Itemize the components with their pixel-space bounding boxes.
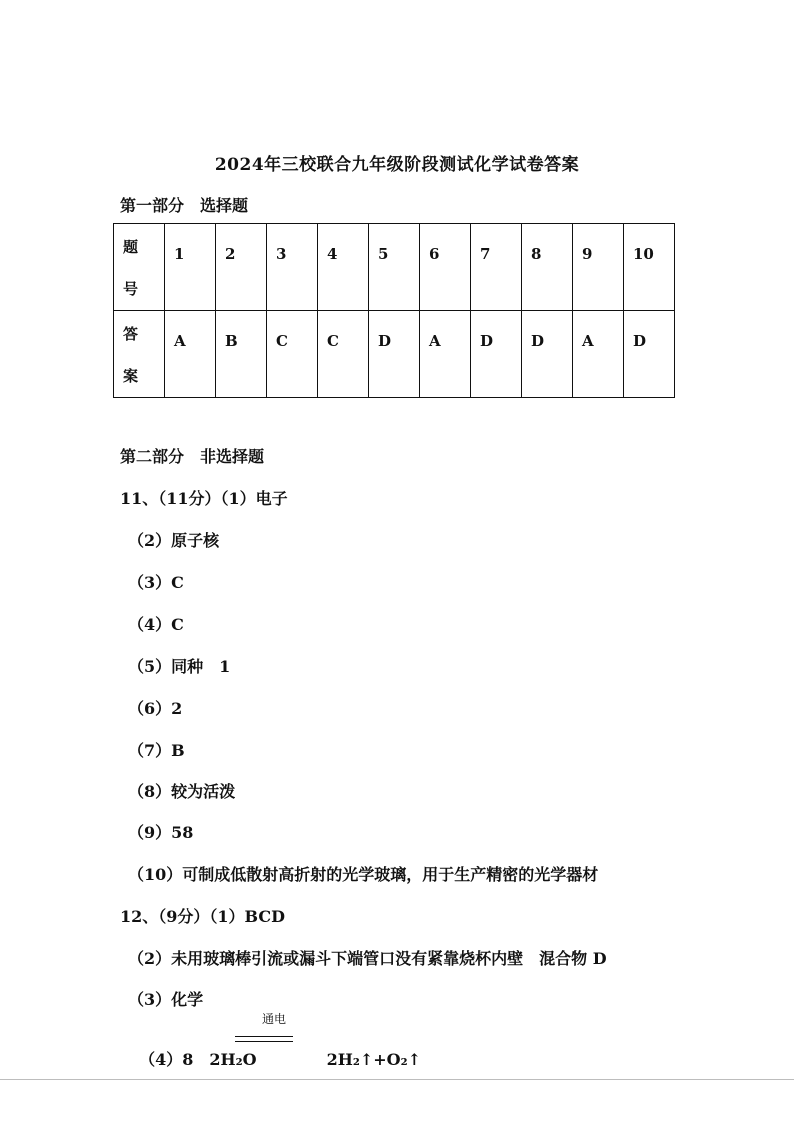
answer-text: D [531, 332, 545, 350]
row-header-number [114, 224, 165, 311]
answer-cell [624, 311, 675, 398]
q11-item: （9）58 [128, 823, 194, 842]
q12-header: 12、（9分）（1）BCD [120, 907, 285, 926]
reaction-condition: 通电 [262, 1012, 287, 1026]
table-row-numbers [114, 224, 675, 311]
answer-cell [267, 311, 318, 398]
number-text: 5 [378, 245, 389, 263]
answer-cell [165, 311, 216, 398]
header-char: 题 [123, 238, 139, 256]
q11-item: （3）C [128, 573, 184, 592]
equation-prefix: （4）8 2H₂O [139, 1050, 257, 1069]
number-text: 9 [582, 245, 593, 263]
q11-item: （6）2 [128, 699, 183, 718]
q11-header: 11、（11分）（1）电子 [120, 489, 288, 508]
q12-item: （3）化学 [128, 990, 204, 1009]
q12-item4-equation [128, 1028, 421, 1070]
answer-text: D [378, 332, 392, 350]
answer-text: D [633, 332, 647, 350]
answer-table [113, 223, 675, 398]
page-title: 2024年三校联合九年级阶段测试化学试卷答案 [214, 155, 580, 175]
q11-item: （7）B [128, 741, 185, 760]
header-char: 号 [123, 280, 139, 298]
q11-item: （4）C [128, 615, 184, 634]
number-cell [267, 224, 318, 311]
equation-products: 2H₂↑+O₂↑ [326, 1050, 422, 1069]
number-cell [165, 224, 216, 311]
number-text: 6 [429, 245, 440, 263]
answer-text: A [582, 332, 594, 350]
number-text: 2 [225, 245, 236, 263]
number-cell [522, 224, 573, 311]
q12-item: （2）未用玻璃棒引流或漏斗下端管口没有紧靠烧杯内壁 混合物 D [128, 949, 607, 968]
answer-text: B [225, 332, 238, 350]
answer-text: C [327, 332, 339, 350]
reaction-equals-sign [235, 1036, 293, 1042]
q11-item: （2）原子核 [128, 531, 220, 550]
number-text: 3 [276, 245, 287, 263]
answer-cell [420, 311, 471, 398]
number-text: 7 [480, 245, 491, 263]
number-text: 8 [531, 245, 542, 263]
part2-heading: 第二部分 非选择题 [120, 447, 265, 466]
q11-item: （5）同种 1 [128, 657, 231, 676]
answer-text: A [174, 332, 186, 350]
number-cell [624, 224, 675, 311]
header-char: 答 [123, 325, 139, 343]
part1-heading: 第一部分 选择题 [120, 196, 249, 215]
answer-cell [369, 311, 420, 398]
q11-item: （8）较为活泼 [128, 782, 236, 801]
answer-cell [522, 311, 573, 398]
row-header-answer [114, 311, 165, 398]
number-text: 10 [633, 245, 654, 263]
answer-text: A [429, 332, 441, 350]
number-cell [216, 224, 267, 311]
table-row-answers [114, 311, 675, 398]
number-cell [420, 224, 471, 311]
page-divider [0, 1079, 794, 1080]
answer-text: C [276, 332, 288, 350]
number-text: 4 [327, 245, 338, 263]
q11-item: （10）可制成低散射高折射的光学玻璃，用于生产精密的光学器材 [128, 865, 599, 884]
number-cell [471, 224, 522, 311]
number-cell [318, 224, 369, 311]
answer-cell [318, 311, 369, 398]
answer-cell [471, 311, 522, 398]
answer-cell [216, 311, 267, 398]
header-char: 案 [123, 367, 139, 385]
number-cell [369, 224, 420, 311]
number-text: 1 [174, 245, 185, 263]
number-cell [573, 224, 624, 311]
answer-cell [573, 311, 624, 398]
answer-text: D [480, 332, 494, 350]
